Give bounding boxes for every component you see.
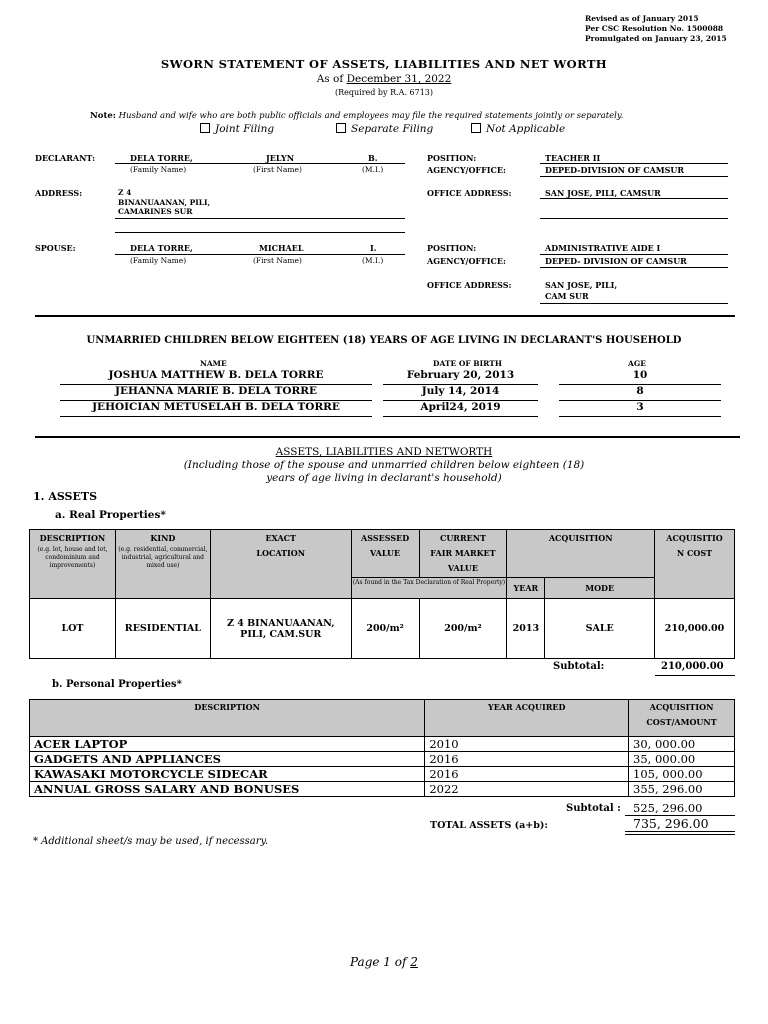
real-subtotal-value: 210,000.00 bbox=[661, 661, 724, 672]
header-text: N COST bbox=[676, 548, 713, 558]
cell-description: ACER LAPTOP bbox=[30, 737, 425, 752]
total-assets-label: TOTAL ASSETS (a+b): bbox=[430, 820, 548, 831]
address-label: ADDRESS: bbox=[35, 188, 83, 198]
underline bbox=[540, 267, 728, 268]
child-age: 10 bbox=[632, 369, 648, 381]
cell-year: 2013 bbox=[507, 599, 545, 659]
declarant-family-name: DELA TORRE, bbox=[130, 153, 193, 163]
spouse-position: ADMINISTRATIVE AIDE I bbox=[545, 243, 661, 253]
footnote: * Additional sheet/s may be used, if necessary. bbox=[33, 836, 269, 847]
underline bbox=[115, 163, 405, 164]
agency-label: AGENCY/OFFICE: bbox=[427, 256, 506, 266]
revision-line: Revised as of January 2015 bbox=[585, 14, 699, 23]
office-address-label: OFFICE ADDRESS: bbox=[427, 188, 512, 198]
underline bbox=[383, 416, 538, 417]
personal-properties-label: b. Personal Properties* bbox=[52, 679, 182, 690]
cell-description: GADGETS AND APPLIANCES bbox=[30, 752, 425, 767]
personal-subtotal-value: 525, 296.00 bbox=[633, 801, 703, 815]
assets-label: 1. ASSETS bbox=[33, 490, 98, 503]
cell-cost: 355, 296.00 bbox=[629, 782, 735, 797]
office-address-line: CAM SUR bbox=[545, 291, 589, 301]
header-text: VALUE bbox=[447, 563, 478, 573]
underline bbox=[655, 675, 735, 676]
child-name: JEHANNA MARIE B. DELA TORRE bbox=[115, 385, 317, 397]
cell-description: ANNUAL GROSS SALARY AND BONUSES bbox=[30, 782, 425, 797]
note-text: Husband and wife who are both public officials and employees may file the required statements jointly or separately. bbox=[118, 111, 624, 121]
underline bbox=[115, 254, 405, 255]
children-heading: UNMARRIED CHILDREN BELOW EIGHTEEN (18) YEARS OF AGE LIVING IN DECLARANT'S HOUSEHOLD bbox=[86, 335, 682, 346]
total-assets-value: 735, 296.00 bbox=[633, 816, 709, 831]
separate-filing-option[interactable] bbox=[336, 123, 433, 135]
agency-label: AGENCY/OFFICE: bbox=[427, 165, 506, 175]
header-description bbox=[30, 530, 116, 599]
declarant-position: TEACHER II bbox=[545, 153, 601, 163]
note bbox=[90, 111, 623, 121]
underline bbox=[625, 834, 735, 835]
revision-block bbox=[585, 14, 727, 44]
header-text: CURRENT bbox=[439, 533, 486, 543]
cell-year: 2022 bbox=[425, 782, 629, 797]
mi-caption: (M.I.) bbox=[362, 256, 384, 265]
address-line: BINANUAANAN, PILI, bbox=[118, 197, 211, 207]
assets-subheading: years of age living in declarant's household) bbox=[266, 472, 502, 484]
header-year: YEAR bbox=[507, 578, 545, 599]
col-name-header: NAME bbox=[200, 359, 227, 368]
header-tax-note bbox=[351, 578, 507, 599]
real-subtotal-label: Subtotal: bbox=[553, 661, 605, 672]
checkbox-icon[interactable] bbox=[471, 123, 481, 133]
header-text: ASSESSED bbox=[361, 533, 410, 543]
header-text: LOCATION bbox=[256, 548, 306, 558]
header-cost bbox=[629, 700, 735, 737]
address-line: Z 4 bbox=[118, 188, 132, 197]
declarant-first-name: JELYN bbox=[266, 153, 295, 163]
position-label: POSITION: bbox=[427, 243, 477, 253]
first-name-caption: (First Name) bbox=[253, 165, 302, 174]
spouse-mi: I. bbox=[370, 243, 377, 253]
required-by: (Required by R.A. 6713) bbox=[334, 88, 434, 97]
cell-cost: 30, 000.00 bbox=[629, 737, 735, 752]
header-assessed bbox=[351, 530, 419, 578]
first-name-caption: (First Name) bbox=[253, 256, 302, 265]
underline bbox=[540, 163, 728, 164]
as-of-line bbox=[0, 73, 768, 85]
spouse-first-name: MICHAEL bbox=[259, 243, 304, 253]
section-divider bbox=[35, 315, 735, 317]
office-address-line: SAN JOSE, PILI, bbox=[545, 280, 618, 290]
family-name-caption: (Family Name) bbox=[130, 256, 187, 265]
header-acquisition-cost bbox=[655, 530, 735, 599]
declarant-label: DECLARANT: bbox=[35, 153, 96, 163]
filing-label: Separate Filing bbox=[351, 123, 434, 135]
not-applicable-option[interactable] bbox=[471, 123, 565, 135]
underline bbox=[115, 218, 405, 219]
cell-cost: 35, 000.00 bbox=[629, 752, 735, 767]
spouse-family-name: DELA TORRE, bbox=[130, 243, 193, 253]
underline bbox=[540, 198, 728, 199]
child-dob: July 14, 2014 bbox=[421, 385, 500, 397]
header-kind bbox=[115, 530, 210, 599]
underline bbox=[540, 218, 728, 219]
as-of-date: December 31, 2022 bbox=[346, 73, 452, 85]
cell-year: 2016 bbox=[425, 752, 629, 767]
spouse-agency: DEPED- DIVISION OF CAMSUR bbox=[545, 256, 687, 266]
checkbox-icon[interactable] bbox=[200, 123, 210, 133]
header-mode: MODE bbox=[545, 578, 655, 599]
header-text: EXACT bbox=[265, 533, 296, 543]
cell-fair-market: 200/m² bbox=[419, 599, 507, 659]
real-properties-label: a. Real Properties* bbox=[55, 509, 166, 521]
section-divider bbox=[35, 436, 740, 438]
joint-filing-option[interactable] bbox=[200, 123, 274, 135]
revision-line: Promulgated on January 23, 2015 bbox=[585, 34, 727, 43]
cell-cost: 105, 000.00 bbox=[629, 767, 735, 782]
cell-mode: SALE bbox=[545, 599, 655, 659]
child-age: 8 bbox=[636, 385, 644, 397]
cell-kind: RESIDENTIAL bbox=[115, 599, 210, 659]
spouse-label: SPOUSE: bbox=[35, 243, 76, 253]
family-name-caption: (Family Name) bbox=[130, 165, 187, 174]
cell-year: 2010 bbox=[425, 737, 629, 752]
header-acquisition: ACQUISITION bbox=[507, 530, 655, 578]
mi-caption: (M.I.) bbox=[362, 165, 384, 174]
as-of-label: As of bbox=[316, 73, 344, 85]
underline bbox=[625, 831, 735, 832]
header-note: (e.g. lot, house and lot, condominium and improvements) bbox=[37, 546, 108, 569]
declarant-office-address: SAN JOSE, PILI, CAMSUR bbox=[545, 188, 661, 198]
table-row bbox=[30, 782, 735, 797]
header-text: ACQUISITIO bbox=[666, 533, 723, 543]
page-label: Page 1 of bbox=[350, 955, 411, 969]
header-year-acquired: YEAR ACQUIRED bbox=[425, 700, 629, 737]
cell-cost: 210,000.00 bbox=[655, 599, 735, 659]
underline bbox=[60, 416, 372, 417]
header-text: VALUE bbox=[370, 548, 401, 558]
header-note: (e.g. residential, commercial, industrial, agricultural and mixed use) bbox=[118, 546, 208, 569]
location-line: Z 4 BINANUAANAN, bbox=[226, 617, 335, 629]
underline bbox=[540, 254, 728, 255]
assets-subheading: (Including those of the spouse and unmarried children below eighteen (18) bbox=[183, 459, 585, 471]
address-line: CAMARINES SUR bbox=[118, 207, 193, 216]
declarant-mi: B. bbox=[368, 153, 378, 163]
location-line: PILI, CAM.SUR bbox=[240, 628, 322, 640]
header-note: (As found in the Tax Declaration of Real Property) bbox=[352, 579, 506, 586]
child-age: 3 bbox=[636, 401, 644, 413]
declarant-agency: DEPED-DIVISION OF CAMSUR bbox=[545, 165, 685, 175]
personal-subtotal-label: Subtotal : bbox=[566, 803, 621, 814]
child-dob: February 20, 2013 bbox=[406, 369, 515, 381]
real-properties-table bbox=[29, 529, 735, 659]
cell-assessed: 200/m² bbox=[351, 599, 419, 659]
underline bbox=[115, 232, 405, 233]
page-total: 2 bbox=[410, 955, 418, 969]
child-name: JEHOICIAN METUSELAH B. DELA TORRE bbox=[92, 401, 340, 413]
col-age-header: AGE bbox=[628, 359, 646, 368]
col-dob-header: DATE OF BIRTH bbox=[433, 359, 502, 368]
note-label: Note: bbox=[90, 111, 116, 121]
child-dob: April24, 2019 bbox=[420, 401, 501, 413]
header-description: DESCRIPTION bbox=[30, 700, 425, 737]
office-address-label: OFFICE ADDRESS: bbox=[427, 280, 512, 290]
table-row bbox=[30, 752, 735, 767]
personal-properties-table bbox=[29, 699, 735, 797]
table-row bbox=[30, 737, 735, 752]
child-name: JOSHUA MATTHEW B. DELA TORRE bbox=[108, 369, 324, 381]
address-value bbox=[118, 188, 210, 217]
header-text: COST/AMOUNT bbox=[646, 717, 717, 727]
checkbox-icon[interactable] bbox=[336, 123, 346, 133]
filing-label: Not Applicable bbox=[486, 123, 566, 135]
table-row bbox=[30, 767, 735, 782]
underline bbox=[540, 303, 728, 304]
revision-line: Per CSC Resolution No. 1500088 bbox=[585, 24, 724, 33]
spouse-office-address bbox=[545, 280, 617, 302]
underline bbox=[559, 416, 721, 417]
cell-description: LOT bbox=[30, 599, 116, 659]
cell-location bbox=[210, 599, 351, 659]
header-text: ACQUISITION bbox=[649, 702, 714, 712]
cell-year: 2016 bbox=[425, 767, 629, 782]
filing-label: Joint Filing bbox=[215, 123, 275, 135]
underline bbox=[540, 176, 728, 177]
assets-heading: ASSETS, LIABILITIES AND NETWORTH bbox=[275, 446, 493, 458]
position-label: POSITION: bbox=[427, 153, 477, 163]
page-number bbox=[350, 955, 418, 969]
document-title: SWORN STATEMENT OF ASSETS, LIABILITIES AND NET WORTH bbox=[160, 57, 608, 71]
header-text: DESCRIPTION bbox=[39, 533, 106, 543]
cell-description: KAWASAKI MOTORCYCLE SIDECAR bbox=[30, 767, 425, 782]
header-text: KIND bbox=[150, 533, 176, 543]
header-text: FAIR MARKET bbox=[430, 548, 496, 558]
header-fair-market bbox=[419, 530, 507, 578]
header-location bbox=[210, 530, 351, 599]
